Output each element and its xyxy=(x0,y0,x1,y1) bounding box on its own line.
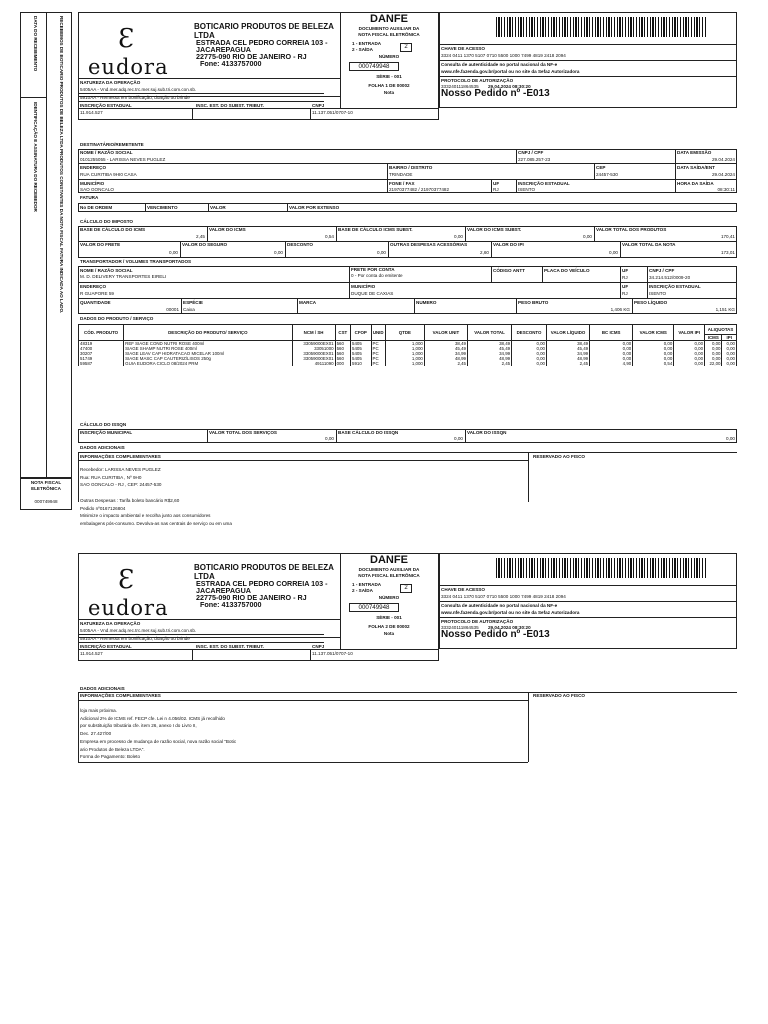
uf-label: UF xyxy=(493,181,500,186)
total-products: 170,41 xyxy=(720,234,735,239)
column-header: VALOR ICMS xyxy=(633,325,674,341)
info-line: Minimize o impacto ambiental e recolha junto aos consumidores xyxy=(80,513,211,519)
cep-label: CEP xyxy=(596,165,606,170)
table-cell: 0,00 xyxy=(705,351,722,356)
table-cell: 0,00 xyxy=(512,341,547,347)
ie-value: 11.914.527 xyxy=(80,110,103,115)
recipient-cnpj: 227.085.257-23 xyxy=(518,157,551,162)
eudora-logo-word-2: eudora xyxy=(88,596,169,620)
carrier-city: DUQUE DE CAXIAS xyxy=(351,291,394,296)
recipient-name: 0101255055 - LARISSA NEVES PUGLEZ xyxy=(80,157,166,162)
base-icms-st: 0,00 xyxy=(454,234,463,239)
stub-nf-number: 000749948 xyxy=(34,499,58,504)
valor-icms-st: 0,00 xyxy=(583,234,592,239)
table-cell: 48319 xyxy=(79,341,124,347)
district-label: BAIRRO / DISTRITO xyxy=(389,165,433,170)
table-cell: 0,00 xyxy=(674,356,705,361)
receipt-date-label: DATA DO RECEBIMENTO xyxy=(33,16,38,72)
cnpj-value: 11.137.051/0707-10 xyxy=(312,110,353,115)
table-cell: 38,49 xyxy=(547,341,590,347)
column-header: CFOP xyxy=(351,325,372,341)
table-cell: 33059000EX01 xyxy=(292,356,335,361)
city-label: MUNICÍPIO xyxy=(80,181,105,186)
danfe-subtitle-1: DOCUMENTO AUXILIAR DA xyxy=(358,26,420,31)
table-cell: 33059000EX01 xyxy=(292,351,335,356)
danfe-subtitle-2: NOTA FISCAL ELETRÔNICA xyxy=(358,32,420,37)
recipient-address-label: ENDEREÇO xyxy=(80,165,107,170)
exit-date: 29.04.2024 xyxy=(712,172,735,177)
table-cell: 5910 xyxy=(351,361,372,366)
table-cell: 0,00 xyxy=(633,341,674,347)
info-line: embalagens pós-consumo. Devolva-as nas centrais de serviço ou em uma xyxy=(80,520,232,526)
table-cell: 45,49 xyxy=(424,346,467,351)
info-line: Adicional 2% de ICMS ref. FECP cfe. Lei n 4.056/02. ICMS já recolhido xyxy=(80,715,225,721)
column-header: ICMS xyxy=(705,335,722,341)
table-cell: 560 xyxy=(335,351,350,356)
table-cell: 48,99 xyxy=(467,356,511,361)
access-key-barcode-2 xyxy=(496,558,706,578)
danfe-type-box: 2 xyxy=(400,43,412,52)
emission-date: 29.04.2024 xyxy=(712,157,735,162)
danfe-saida: 2 - SAÍDA xyxy=(352,47,373,52)
uf: RJ xyxy=(493,187,499,192)
table-cell: 0,00 xyxy=(590,341,633,347)
eudora-logo-word: eudora xyxy=(88,55,169,79)
column-header: QTDE xyxy=(385,325,424,341)
table-cell: PC xyxy=(371,356,385,361)
volume-species: Caixa xyxy=(183,307,195,312)
gross-weight: 1,406 KG xyxy=(610,307,630,312)
phone: 21970377482 / 21970377482 xyxy=(389,187,450,192)
freight: 0,00 xyxy=(169,250,178,255)
table-cell: 1,000 xyxy=(385,341,424,347)
table-cell: 33059000EX01 xyxy=(292,341,335,347)
info-line: Rua: RUA CURITIBA , Nº 9H0 xyxy=(80,474,142,480)
table-cell: 4,90 xyxy=(590,361,633,366)
freight-mode: 0 - Por conta do emitente xyxy=(351,273,403,278)
table-cell: 48,99 xyxy=(424,356,467,361)
issuer-name: BOTICARIO PRODUTOS DE BELEZA LTDA xyxy=(194,22,334,40)
our-order: Nosso Pedido nº -E013 xyxy=(441,88,550,99)
info-line: loja mais próxima. xyxy=(80,708,118,713)
column-header: ALIQUOTAS xyxy=(705,325,737,335)
table-cell: 560 xyxy=(335,346,350,351)
column-header: VALOR UNIT xyxy=(424,325,467,341)
danfe-page: DATA DO RECEBIMENTO IDENTIFICAÇÃO E ASSINATURA DO RECEBEDOR RECEBEMOS DE BOTICARIO PRODUTOS DE BELEZA LTDA PRODUTOS CONSTANTES DA NOTA FISCAL FATURA INDICADA AO LADO. NOTA FISCAL ELETRÔNICA 000749948 Ɛ eudora BOTICARIO PRODUTOS DE BELEZA LTDA ESTRADA CEL PEDRO CORREIA 103 - JACAREPAGUA 22775-090 RIO DE JANEIRO - RJ Fone: 4133757000 NATUREZA DA OPERAÇÃO 5405AA - Vnd.mer.adq.rec.trc.mer.suj.sub.tri.com.con.sb. 5910AA - Remessa em bonificação, doação ou brinde INSCRIÇÃO ESTADUAL 11.914.527 INSC. EST. DO SUBST. TRIBUT. CNPJ 11.137.051/0707-10 DANFE DOCUMENTO AUXILIAR DA NOTA FISCAL ELETRÔNICA 1 - ENTRADA 2 - SAÍDA 2 NÚMERO 000749948 SÉRIE - 001 FOLHA 1 DE 00002 Nota CHAVE DE ACESSO 3324 0411 1370 5107 0710 5500 1000 7499 4819 2418 2094 Consulta de autenticidade no portal nacional da NF-e www.nfe.fazenda.gov.br/portal ou no site da Sefaz Autorizadora PROTOCOLO DE AUTORIZAÇÃO 333240111864535 29.04.2024 08:30:20 Nosso Pedido nº -E013 DESTINATÁRIO/REMETENTE NOME / RAZÃO SOCIAL 0101255055 - LARISSA NEVES PUGLEZ CNPJ / CPF 227.085.257-23 DATA EMISSÃO 29.04.2024 ENDEREÇO RUA CURITIBA 9HI0 CASA BAIRRO / DISTRITO TRINDADE CEP 24457-530 DATA SAÍDA/ENT 29.04.2024 MUNICÍPIO SAO GONCALO FONE / FAX 21970377482 / 21970377482 UF RJ INSCRIÇÃO ESTADUAL ISENTO HORA DA SAÍDA 08:30:11 FATURA No DE ORDEM VENCIMENTO VALOR VALOR POR EXTENSO CÁLCULO DO IMPOSTO BASE DE CÁLCULO DO ICMS 2,45 VALOR DO ICMS 0,54 BASE DE CÁLCULO ICMS SUBST. 0,00 VALOR DO ICMS SUBST. 0,00 VALOR TOTAL DOS PRODUTOS 170,41 VALOR DO FRETE 0,00 VALOR DO SEGURO 0,00 DESCONTO 0,00 OUTRAS DESPESAS ACESSÓRIAS 2,60 VALOR DO IPI 0,00 VALOR TOTAL DA NOTA 173,01 TRANSPORTADOR / VOLUMES TRANSPORTADOS NOME / RAZÃO SOCIAL M. D. DELIVERY TRANSPORTES EIRELI FRETE POR CONTA 0 - Por conta do emitente CÓDIGO ANTT PLACA DO VEÍCULO UF RJ CNPJ / CPF 34.214.512/0009-20 ENDEREÇO R GUAPORE 59 MUNICÍPIO DUQUE DE CAXIAS UF RJ INSCRIÇÃO ESTADUAL ISENTO QUANTIDADE 00001 ESPÉCIE Caixa MARCA NUMERO PESO BRUTO 1,406 KG PESO LÍQUIDO 1,151 KG DADOS DO PRODUTO / SERVIÇO CÓD. PRODUTO DESCRIÇÃO DO PRODUTO/ SERVIÇO NCM / SH CST CFOP UNID QTDE VALOR UNIT VALOR TOTAL DESCONTO VALOR LÍQUIDO BC ICMS VALOR ICMS VALOR IPI ALIQUOTAS ICMS IPI 48319 REF SIAGE COND NUTRI ROSE 400ml 33059000EX01 560 5405 PC 1,000 38,49 38,49 0,00 38,49 0,00 0,00 0,00 0,00 0,00 47400 SIAGE SHAMP NUTRI ROSE 400ml 33051000 560 5405 PC 1,000 45,49 45,49 0,00 45,49 0,00 0,00 0,00 0,00 0,00 30207 SIAGE LEAV CAP HIDRATACAO MICELAR 100ml 33059000EX01 560 5405 PC 1,000 34,99 34,99 0,00 34,99 0,00 0,00 0,00 0,00 0,00 51749 SIAGE MASC CAP CAUTERIZ/LISOS 250g 33059000EX01 560 5405 PC 1,000 48,99 48,99 0,00 48,99 0,00 0,00 0,00 0,00 0,00 59587 GUIA EUDORA CICLO 08/2024 PRM 49111090 000 5910 PC 1,000 2,45 2,45 0,00 2,45 4,90 0,54 0,00 22,00 0,00 CÁLCULO DO ISSQN INSCRIÇÃO MUNICIPAL VALOR TOTAL DOS SERVIÇOS 0,00 BASE CÁLCULO DO ISSQN 0,00 VALOR DO ISSQN 0,00 DADOS ADICIONAIS INFORMAÇÕES COMPLEMENTARES RESERVADO AO FISCO Recebedor: LARISSA NEVES PUGLEZ Rua: RUA CURITIBA , Nº 9H0 SAO GONCALO - RJ , CEP: 24457-530 Outras Despesas : Tarifa boleto bancário R$2,60 Pedido nº0167126804 Minimize o impacto ambiental e recolha junto aos consumidores embalagens pós-consumo. Devolva-as nas centrais de serviço ou em uma Ɛ eudora BOTICARIO PRODUTOS DE BELEZA LTDA ESTRADA CEL PEDRO CORREIA 103 - JACAREPAGUA 22775-090 RIO DE JANEIRO - RJ Fone: 4133757000 NATUREZA DA OPERAÇÃO 5405AA - Vnd.mer.adq.rec.trc.mer.suj.sub.tri.com.con.sb. 5910AA - Remessa em bonificação, doação ou brinde INSCRIÇÃO ESTADUAL 11.914.527 INSC. EST. DO SUBST. TRIBUT. CNPJ 11.137.051/0707-10 DANFE DOCUMENTO AUXILIAR DA NOTA FISCAL ELETRÔNICA 1 - ENTRADA 2 - SAÍDA 2 NÚMERO 000749948 SÉRIE - 001 FOLHA 2 DE 00002 Nota CHAVE DE ACESSO 3324 0411 1370 5107 0710 5500 1000 7499 4819 2418 2094 Consulta de autenticidade no portal nacional da NF-e www.nfe.fazenda.gov.br/portal ou no site da Sefaz Autorizadora PROTOCOLO DE AUTORIZAÇÃO 333240111864535 29.04.2024 08:30:20 Nosso Pedido nº -E013 DADOS ADICIONAIS INFORMAÇÕES COMPLEMENTARES RESERVADO AO FISCO loja mais próxima. Adicional 2% de ICMS ref. FECP cfe. Lei n 4.056/02. ICMS já recolhido por substituição tributária cfe. item 26, anexo I do Livro II, Dec. 27.427/00 Empresa em processo de mudança de razão social, nova razão social "Botic ario Produtos de Beleza LTDA". Forma de Pagamento: Boleto xyxy=(0,0,768,1024)
products-section-label: DADOS DO PRODUTO / SERVIÇO xyxy=(80,316,154,321)
emission-date-label: DATA EMISSÃO xyxy=(677,150,712,155)
carrier-cnpj: 34.214.512/0009-20 xyxy=(649,275,691,280)
table-cell: SIAGE MASC CAP CAUTERIZ/LISOS 250g xyxy=(124,356,292,361)
table-cell: 5405 xyxy=(351,346,372,351)
column-header: VALOR IPI xyxy=(674,325,705,341)
issuer-street: ESTRADA CEL PEDRO CORREIA 103 - JACAREPAGUA xyxy=(196,38,328,54)
danfe-serie: SÉRIE - 001 xyxy=(376,74,402,79)
district: TRINDADE xyxy=(389,172,413,177)
table-cell: 30207 xyxy=(79,351,124,356)
table-cell: 34,99 xyxy=(467,351,511,356)
operation-line-1: 5405AA - Vnd.mer.adq.rec.trc.mer.suj.sub.tri.com.con.sb. xyxy=(80,87,197,92)
table-cell: 1,000 xyxy=(385,361,424,366)
table-cell: 0,00 xyxy=(512,351,547,356)
table-cell: 34,99 xyxy=(547,351,590,356)
table-cell: 0,00 xyxy=(705,341,722,347)
protocol-date: 29.04.2024 08:30:20 xyxy=(488,84,531,89)
table-cell: 0,00 xyxy=(674,341,705,347)
info-line: por substituição tributária cfe. item 26, anexo I do Livro II, xyxy=(80,723,197,729)
recipient-ie-label: INSCRIÇÃO ESTADUAL xyxy=(518,181,570,186)
table-cell: 0,00 xyxy=(512,356,547,361)
ipi: 0,00 xyxy=(609,250,618,255)
valor-icms: 0,54 xyxy=(325,234,334,239)
table-cell: 48,99 xyxy=(547,356,590,361)
table-cell: 0,00 xyxy=(590,346,633,351)
table-cell: 5405 xyxy=(351,351,372,356)
column-header: VALOR TOTAL xyxy=(467,325,511,341)
table-cell: 22,00 xyxy=(705,361,722,366)
danfe-entrada: 1 - ENTRADA xyxy=(352,41,382,46)
protocol-value: 333240111864535 xyxy=(441,84,479,89)
danfe-folha: FOLHA 1 DE 00002 xyxy=(368,83,410,88)
table-cell: 0,00 xyxy=(722,356,737,361)
table-cell: SIAGE LEAV CAP HIDRATACAO MICELAR 100ml xyxy=(124,351,292,356)
table-cell: 2,45 xyxy=(467,361,511,366)
column-header: IPI xyxy=(722,335,737,341)
complementary-info-1 xyxy=(80,466,232,528)
recipient-ie: ISENTO xyxy=(518,187,536,192)
table-cell: 49111090 xyxy=(292,361,335,366)
table-cell: 0,00 xyxy=(633,351,674,356)
table-cell: PC xyxy=(371,361,385,366)
exit-time: 08:30:11 xyxy=(717,187,735,192)
table-cell: 0,00 xyxy=(512,361,547,366)
phone-label: FONE / FAX xyxy=(389,181,415,186)
table-cell: 0,00 xyxy=(590,351,633,356)
receipt-declaration: RECEBEMOS DE BOTICARIO PRODUTOS DE BELEZA LTDA PRODUTOS CONSTANTES DA NOTA FISCAL FATURA INDICADA AO LADO. xyxy=(59,16,64,314)
table-cell: 38,49 xyxy=(467,341,511,347)
volume-qty: 00001 xyxy=(166,307,179,312)
table-cell: REF SIAGE COND NUTRI ROSE 400ml xyxy=(124,341,292,347)
info-line: Empresa em processo de mudança de razão social, nova razão social "Botic xyxy=(80,738,237,744)
table-cell: 45,49 xyxy=(547,346,590,351)
table-cell: 0,00 xyxy=(705,356,722,361)
receipt-signature-label: IDENTIFICAÇÃO E ASSINATURA DO RECEBEDOR xyxy=(33,102,38,212)
table-cell: 0,00 xyxy=(722,361,737,366)
danfe-nota: Nota xyxy=(383,90,395,95)
ie-label: INSCRIÇÃO ESTADUAL xyxy=(80,103,132,108)
operation-line-2: 5910AA - Remessa em bonificação, doação ou brinde xyxy=(80,95,190,100)
issuer-phone: Fone: 4133757000 xyxy=(200,59,262,68)
column-header: NCM / SH xyxy=(292,325,335,341)
table-cell: 560 xyxy=(335,356,350,361)
info-line xyxy=(80,489,232,497)
table-cell: 0,54 xyxy=(633,361,674,366)
info-line: Outras Despesas : Tarifa boleto bancário R$2,60 xyxy=(80,497,180,503)
table-cell: 51749 xyxy=(79,356,124,361)
table-cell: 0,00 xyxy=(705,346,722,351)
consult-text-2: www.nfe.fazenda.gov.br/portal ou no site da Sefaz Autorizadora xyxy=(441,69,580,74)
carrier-name: M. D. DELIVERY TRANSPORTES EIRELI xyxy=(80,274,167,279)
table-cell: 34,99 xyxy=(424,351,467,356)
operation-label: NATUREZA DA OPERAÇÃO xyxy=(80,80,141,85)
column-header: CÓD. PRODUTO xyxy=(79,325,124,341)
recipient-address: RUA CURITIBA 9HI0 CASA xyxy=(80,172,137,177)
table-cell: GUIA EUDORA CICLO 08/2024 PRM xyxy=(124,361,292,366)
table-cell: 1,000 xyxy=(385,346,424,351)
invoice-total: 173,01 xyxy=(720,250,735,255)
table-cell: 0,00 xyxy=(722,351,737,356)
column-header: CST xyxy=(335,325,350,341)
ie-subst-label: INSC. EST. DO SUBST. TRIBUT. xyxy=(196,103,264,108)
table-cell: 560 xyxy=(335,341,350,347)
column-header: BC ICMS xyxy=(590,325,633,341)
info-line: SAO GONCALO - RJ , CEP: 24457-530 xyxy=(80,482,162,488)
base-icms: 2,45 xyxy=(196,234,205,239)
table-cell: 0,00 xyxy=(674,346,705,351)
carrier-ie: ISENTO xyxy=(649,291,667,296)
danfe-folha-2: FOLHA 2 DE 00002 xyxy=(368,624,410,629)
column-header: UNID xyxy=(371,325,385,341)
exit-time-label: HORA DA SAÍDA xyxy=(677,181,714,186)
table-cell: 0,00 xyxy=(674,361,705,366)
table-cell: 0,00 xyxy=(633,346,674,351)
issuer-city: 22775-090 RIO DE JANEIRO - RJ xyxy=(196,52,307,61)
stub-nf-label: NOTA FISCAL ELETRÔNICA xyxy=(30,480,62,491)
info-line: Forma de Pagamento: Boleto xyxy=(80,754,141,760)
consult-text-1: Consulta de autenticidade no portal nacional da NF-e xyxy=(441,62,558,67)
table-cell: PC xyxy=(371,346,385,351)
net-weight: 1,151 KG xyxy=(715,307,735,312)
table-cell: 1,000 xyxy=(385,351,424,356)
info-line: Pedido nº0167126804 xyxy=(80,505,126,511)
table-cell: 0,00 xyxy=(722,341,737,347)
table-cell: 5405 xyxy=(351,356,372,361)
table-cell: 5405 xyxy=(351,341,372,347)
danfe-numero-label: NÚMERO xyxy=(378,54,400,59)
table-cell: 0,00 xyxy=(633,356,674,361)
table-cell: 45,49 xyxy=(467,346,511,351)
table-cell: 0,00 xyxy=(722,346,737,351)
exit-date-label: DATA SAÍDA/ENT xyxy=(677,165,715,170)
column-header: DESCONTO xyxy=(512,325,547,341)
complementary-info-2 xyxy=(80,707,236,761)
table-cell: 0,00 xyxy=(674,351,705,356)
table-row xyxy=(79,361,737,366)
danfe-number-box: 000749948 xyxy=(349,62,399,71)
products-table xyxy=(78,324,737,366)
table-cell: 0,00 xyxy=(512,346,547,351)
access-key-label: CHAVE DE ACESSO xyxy=(441,46,485,51)
access-key-value: 3324 0411 1370 5107 0710 5500 1000 7499 4819 2418 2094 xyxy=(441,53,566,58)
table-cell: 38,49 xyxy=(424,341,467,347)
info-line: Dec. 27.427/00 xyxy=(80,731,112,737)
table-cell: 000 xyxy=(335,361,350,366)
city: SAO GONCALO xyxy=(80,187,114,192)
info-line: Recebedor: LARISSA NEVES PUGLEZ xyxy=(80,467,161,472)
cep: 24457-530 xyxy=(596,172,618,177)
table-cell: 33051000 xyxy=(292,346,335,351)
cnpj-label: CNPJ xyxy=(312,103,325,108)
access-key-barcode xyxy=(496,17,706,37)
column-header: VALOR LÍQUIDO xyxy=(547,325,590,341)
eudora-logo-mark: Ɛ xyxy=(118,24,135,54)
other-expenses: 2,60 xyxy=(480,250,489,255)
recipient-name-label: NOME / RAZÃO SOCIAL xyxy=(80,150,133,155)
info-line: ario Produtos de Beleza LTDA". xyxy=(80,746,145,752)
table-cell: 47400 xyxy=(79,346,124,351)
table-cell: 1,000 xyxy=(385,356,424,361)
danfe-title: DANFE xyxy=(370,13,408,25)
eudora-logo-mark-2: Ɛ xyxy=(118,565,135,595)
table-cell: SIAGE SHAMP NUTRI ROSE 400ml xyxy=(124,346,292,351)
table-cell: PC xyxy=(371,341,385,347)
column-header: DESCRIÇÃO DO PRODUTO/ SERVIÇO xyxy=(124,325,292,341)
recipient-cnpj-label: CNPJ / CPF xyxy=(518,150,544,155)
protocol-label: PROTOCOLO DE AUTORIZAÇÃO xyxy=(441,78,514,83)
carrier-address: R GUAPORE 59 xyxy=(80,291,114,296)
discount: 0,00 xyxy=(377,250,386,255)
insurance: 0,00 xyxy=(274,250,283,255)
table-cell: 0,00 xyxy=(590,356,633,361)
table-cell: 2,45 xyxy=(424,361,467,366)
table-cell: PC xyxy=(371,351,385,356)
table-cell: 2,45 xyxy=(547,361,590,366)
table-cell: 59587 xyxy=(79,361,124,366)
